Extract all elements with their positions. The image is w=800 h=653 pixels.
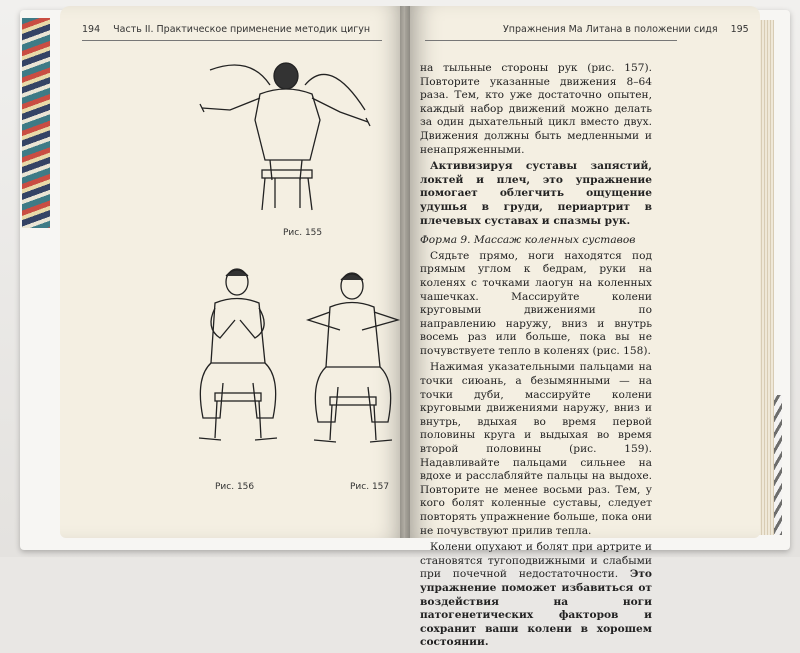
cover-pattern xyxy=(22,18,50,228)
right-page-body xyxy=(420,62,652,653)
left-header-rule xyxy=(82,40,382,41)
left-page-number: 194 xyxy=(82,24,101,35)
paragraph: Сядьте прямо, ноги находятся под прямым углом к бедрам, руки на коленях с точками лаогун на коленных чашечках. Массируйте колени круговыми движениями по направлению наружу, вниз и внутрь восемь раз или больше, пока вы не почувствуете тепло в коленях (рис. 158). xyxy=(420,249,652,357)
paragraph-text: Колени опухают и болят при артрите и становятся тугоподвижными и слабыми при почечной недостаточности. xyxy=(420,541,652,581)
figure-155-illustration xyxy=(190,60,380,220)
section-heading: Форма 9. Массаж коленных суставов xyxy=(420,234,636,247)
figure-157-caption: Рис. 157 xyxy=(350,482,390,492)
paragraph xyxy=(420,541,652,650)
figure-157-illustration xyxy=(300,272,410,462)
right-running-title: Упражнения Ма Литана в положении сидя xyxy=(503,24,718,35)
right-header-rule xyxy=(425,40,677,41)
left-running-title: Часть II. Практическое применение методик цигун xyxy=(113,24,371,35)
paragraph-bold: Активизируя суставы запястий, локтей и плеч, это упражнение помогает облегчить ощущение удушья в груди, периартрит в плечевых суставах и спазмы рук. xyxy=(420,160,652,227)
paragraph-bold-text: Это упражнение поможет избавиться от воздействия на ноги патогенетических факторов и сохранит ваши колени в хорошем состоянии. xyxy=(420,568,652,649)
right-page-number: 195 xyxy=(730,24,749,35)
right-running-head xyxy=(503,24,749,35)
figure-156-caption: Рис. 156 xyxy=(215,482,255,492)
paragraph: на тыльные стороны рук (рис. 157). Повторите указанные движения 8–64 раза. Тем, кто уже достаточно опытен, каждый набор движений можно делать за один дыхательный цикл вместо двух. Движения должны быть медленными и ненапряженными. xyxy=(420,62,652,156)
figure-155-caption: Рис. 155 xyxy=(283,228,323,238)
paragraph: Нажимая указательными пальцами на точки сиюань, а безымянными — на точки дуби, массируйте колени круговыми движениями наружу, вниз и внутрь, вдыхая во время первой половины круга и выдыхая во время второй половины (рис. 159). Надавливайте пальцами сильнее на вдохе и расслабляйте пальцы на выдохе. Повторите не менее восьми раз. Тем, у кого болят коленные суставы, следует повторять упражнение больше, пока они не почувствуют прилив тепла. xyxy=(420,361,652,537)
figure-156-illustration xyxy=(185,268,295,463)
left-running-head xyxy=(82,24,370,35)
